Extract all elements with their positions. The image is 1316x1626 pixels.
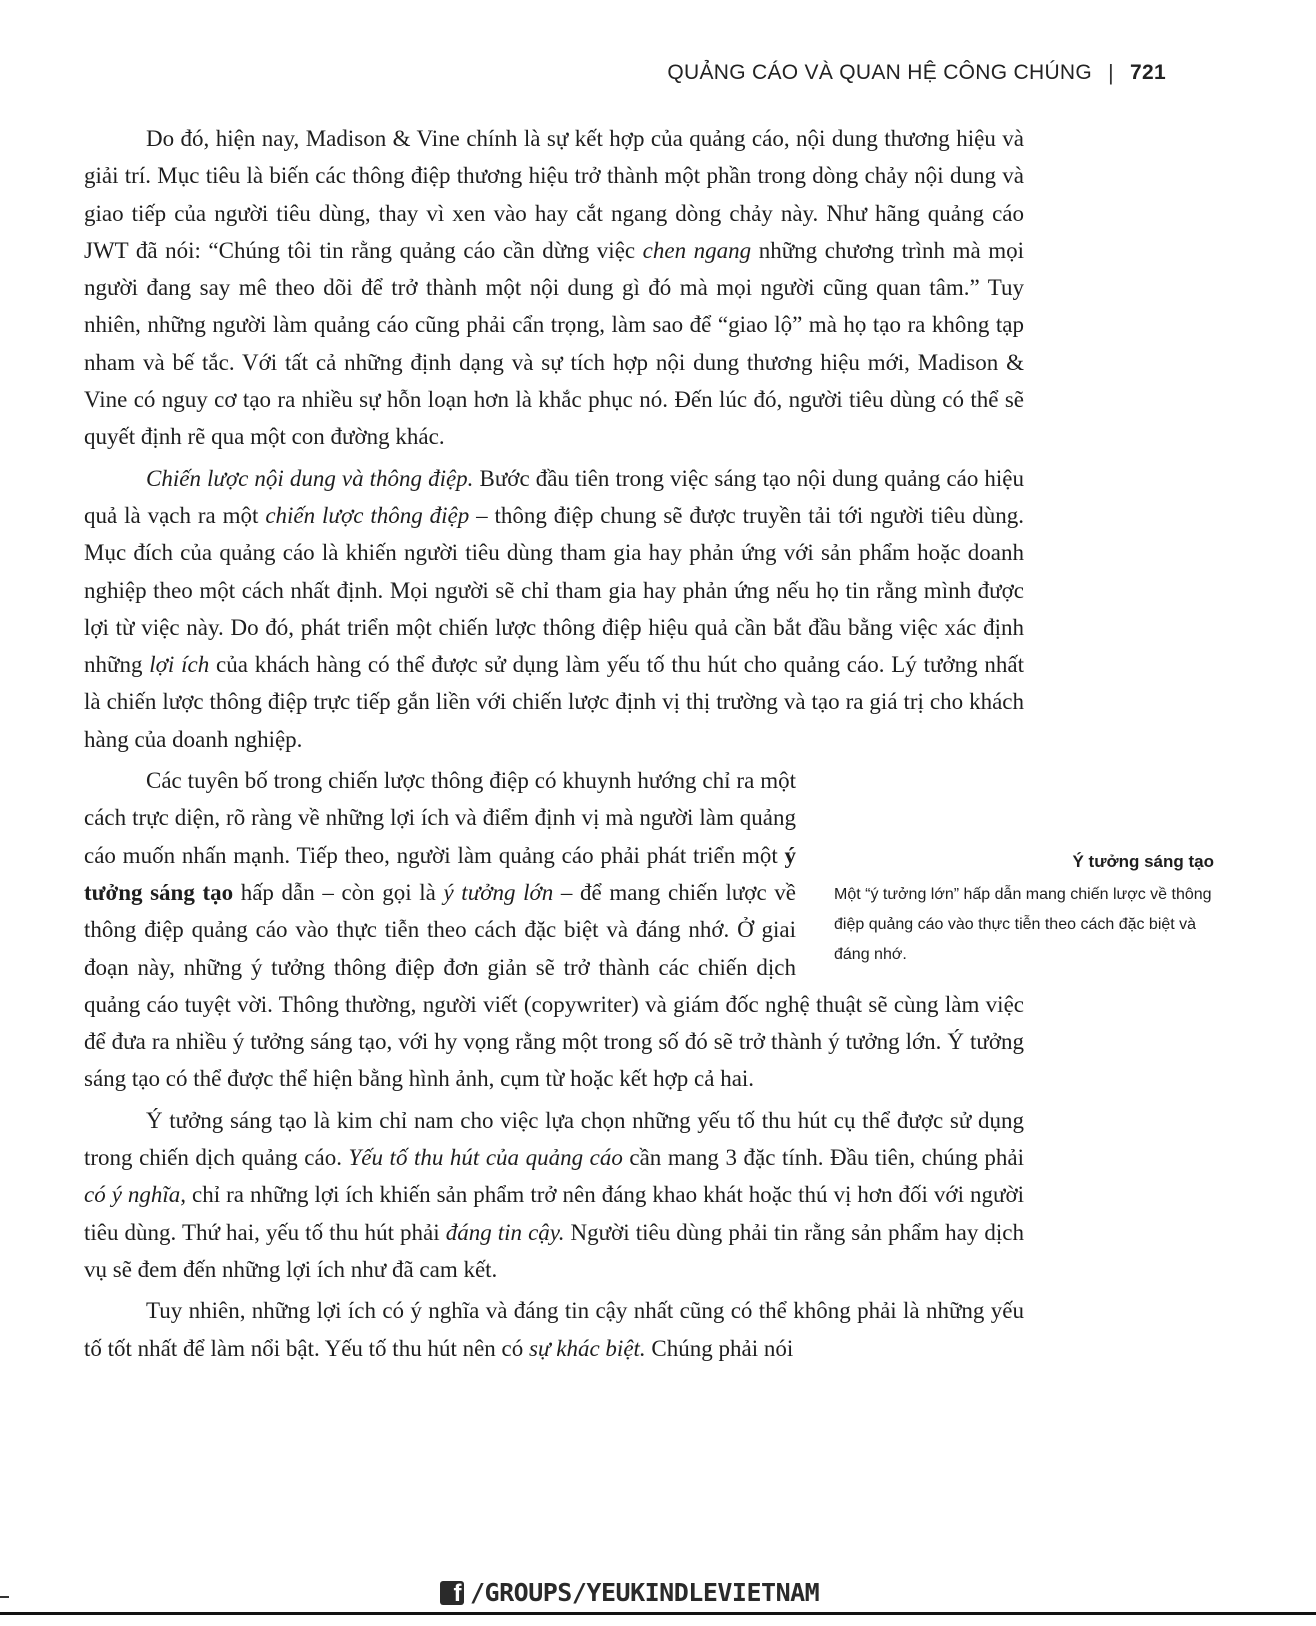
paragraph-4: Ý tưởng sáng tạo là kim chỉ nam cho việc lựa chọn những yếu tố thu hút cụ thể được sử dụng trong chiến dịch quảng cáo. Yếu tố thu hút của quảng cáo cần mang 3 đặc tính. Đầu tiên, chúng phải có ý nghĩa, chỉ ra những lợi ích khiến sản phẩm trở nên đáng khao khát hoặc thú vị hơn đối với người tiêu dùng. Thứ hai, yếu tố thu hút phải đáng tin cậy. Người tiêu dùng phải tin rằng sản phẩm hay dịch vụ sẽ đem đến những lợi ích như đã cam kết. [84,1107,1024,1282]
header-separator: | [1108,60,1115,85]
paragraph-2: Chiến lược nội dung và thông điệp. Bước đầu tiên trong việc sáng tạo nội dung quảng cáo hiệu quả là vạch ra một chiến lược thông điệp – thông điệp chung sẽ được truyền tải tới người tiêu dùng. Mục đích của quảng cáo là khiến người tiêu dùng tham gia hay phản ứng với sản phẩm hoặc doanh nghiệp theo một cách nhất định. Mọi người sẽ chỉ tham gia hay phản ứng nếu họ tin rằng mình được lợi từ việc này. Do đó, phát triển một chiến lược thông điệp hiệu quả cần bắt đầu bằng việc xác định những lợi ích của khách hàng có thể được sử dụng làm yếu tố thu hút cho quảng cáo. Lý tưởng nhất là chiến lược thông điệp trực tiếp gắn liền với chiến lược định vị thị trường và tạo ra giá trị cho khách hàng của doanh nghiệp. [84,465,1025,752]
italic-term: Yếu tố thu hút của quảng cáo [348,1145,623,1171]
margin-note [834,852,1214,970]
crop-mark [0,1596,9,1598]
italic-term: Chiến lược nội dung và thông điệp. [146,465,474,491]
footer-watermark [440,1578,819,1607]
italic-term: đáng tin cậy. [445,1219,565,1245]
body-text [84,120,1024,1371]
page-number: 721 [1130,61,1166,84]
footer-text: /GROUPS/YEUKINDLEVIETNAM [470,1578,820,1607]
bottom-rule [0,1612,1316,1615]
facebook-icon: f [440,1581,464,1605]
paragraph-3: Các tuyên bố trong chiến lược thông điệp có khuynh hướng chỉ ra một cách trực diện, rõ ràng về những lợi ích và điểm định vị mà người làm quảng cáo muốn nhấn mạnh. Tiếp theo, người làm quảng cáo phải phát triển một ý tưởng sáng tạo hấp dẫn – còn gọi là ý tưởng lớn – để mang chiến lược về thông điệp quảng cáo vào thực tiễn theo cách đặc biệt và đáng nhớ. Ở giai đoạn này, những ý tưởng thông điệp đơn giản sẽ trở thành các chiến dịch quảng cáo tuyệt vời. Thông thường, người viết (copywriter) và giám đốc nghệ thuật sẽ cùng làm việc để đưa ra nhiều ý tưởng sáng tạo, với hy vọng rằng một trong số đó sẽ trở thành ý tưởng lớn. Ý tưởng sáng tạo có thể được thể hiện bằng hình ảnh, cụm từ hoặc kết hợp cả hai. [84,762,1024,1098]
running-header [667,60,1166,86]
margin-note-text: Một “ý tưởng lớn” hấp dẫn mang chiến lược về thông điệp quảng cáo vào thực tiễn theo cách đặc biệt và đáng nhớ. [834,886,1212,963]
section-title: QUẢNG CÁO VÀ QUAN HỆ CÔNG CHÚNG [667,61,1093,84]
margin-note-title: Ý tưởng sáng tạo [1072,852,1214,871]
bold-term: ý tưởng sáng tạo [84,842,796,905]
italic-term: chiến lược thông điệp [265,502,470,528]
italic-term: có ý nghĩa, [84,1182,187,1208]
italic-term: ý tưởng lớn [443,879,554,905]
italic-term: chen ngang [642,237,752,263]
italic-term: sự khác biệt. [529,1335,646,1361]
paragraph-1: Do đó, hiện nay, Madison & Vine chính là sự kết hợp của quảng cáo, nội dung thương hiệu và giải trí. Mục tiêu là biến các thông điệp thương hiệu trở thành một phần trong dòng chảy nội dung và giao tiếp của người tiêu dùng, thay vì xen vào hay cắt ngang dòng chảy này. Như hãng quảng cáo JWT đã nói: “Chúng tôi tin rằng quảng cáo cần dừng việc chen ngang những chương trình mà mọi người đang say mê theo dõi để trở thành một nội dung gì đó mà mọi người cũng quan tâm.” Tuy nhiên, những người làm quảng cáo cũng phải cẩn trọng, làm sao để “giao lộ” mà họ tạo ra không tạp nham và bế tắc. Với tất cả những định dạng và sự tích hợp nội dung thương hiệu mới, Madison & Vine có nguy cơ tạo ra nhiều sự hỗn loạn hơn là khắc phục nó. Đến lúc đó, người tiêu dùng có thể sẽ quyết định rẽ qua một con đường khác. [84,126,1025,450]
paragraph-5: Tuy nhiên, những lợi ích có ý nghĩa và đáng tin cậy nhất cũng có thể không phải là những yếu tố tốt nhất để làm nổi bật. Yếu tố thu hút nên có sự khác biệt. Chúng phải nói [84,1298,1024,1361]
italic-term: lợi ích [149,652,210,678]
